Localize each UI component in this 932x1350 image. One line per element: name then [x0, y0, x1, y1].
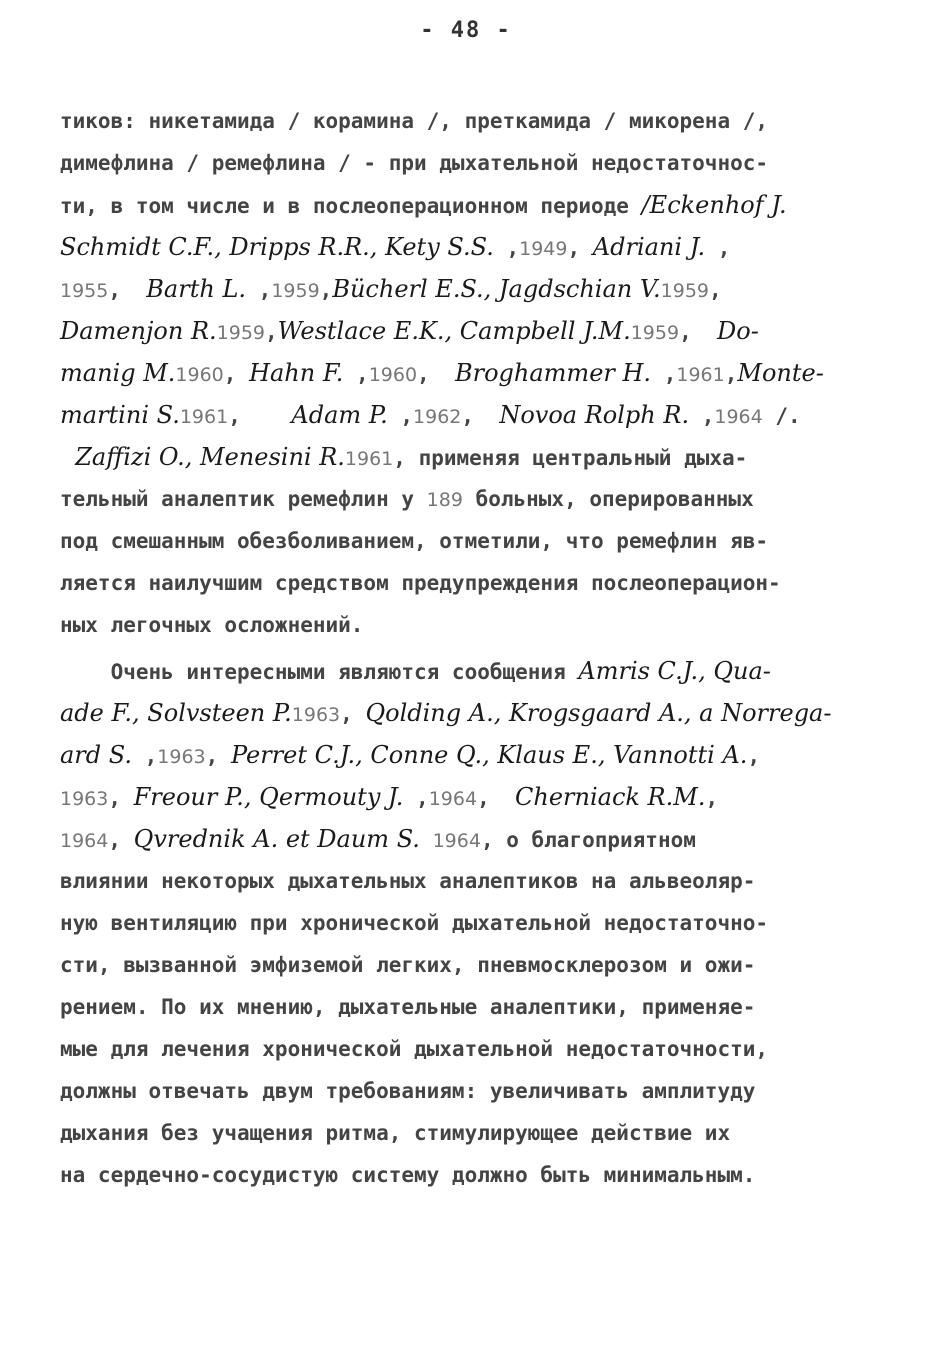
year-number: 1949	[519, 238, 568, 260]
year-number: 1959	[216, 322, 266, 344]
text-line	[60, 1119, 872, 1147]
text-line	[60, 1035, 872, 1063]
text-line	[60, 191, 872, 220]
typed-text: ти, в том числе и в послеоперационном периоде	[60, 194, 642, 218]
typed-text: ,	[705, 236, 731, 260]
typed-text: ,	[461, 404, 500, 428]
typed-text: должны отвечать двум требованиям: увеличивать амплитуду	[60, 1079, 756, 1103]
typed-text: ных легочных осложнений.	[60, 613, 364, 637]
typed-text: , о благоприятном	[480, 828, 696, 852]
handwritten-citation: Qvrednik A. et Daum S.	[133, 825, 420, 853]
text-line	[60, 867, 872, 895]
year-number: 1963	[291, 704, 341, 726]
typed-text: больных, оперированных	[462, 487, 754, 511]
typed-text: ,	[477, 786, 515, 810]
handwritten-citation: Perret C.J., Conne Q., Klaus E., Vannotti A.	[230, 741, 748, 769]
year-number: 1964	[428, 788, 478, 810]
text-line	[60, 149, 872, 177]
handwritten-citation: Freour P., Qermouty J.	[133, 783, 404, 811]
year-number: 1959	[630, 322, 680, 344]
handwritten-citation: Amris C.J., Qua-	[578, 657, 771, 685]
year-number: 1961	[344, 448, 394, 470]
typed-text: ,	[340, 702, 366, 726]
year-number: 1960	[368, 364, 418, 386]
year-number: 1960	[175, 364, 224, 386]
handwritten-citation: Adriani J.	[592, 233, 706, 261]
year-number: 1963	[60, 788, 109, 810]
typed-text: ,	[709, 278, 722, 302]
year-number: 189	[426, 489, 463, 511]
text-line	[60, 485, 872, 514]
text-line	[60, 741, 872, 771]
typed-text: влиянии некоторых дыхательных аналептиков на альвеоляр-	[60, 869, 756, 893]
typed-text: ,	[108, 786, 134, 810]
typed-text: Очень интересными являются сообщения	[60, 660, 579, 684]
year-number: 1959	[660, 280, 709, 302]
typed-text: рением. По их мнению, дыхательные аналептики, применяе-	[60, 995, 756, 1019]
typed-text: сти, вызванной эмфиземой легких, пневмосклерозом и ожи-	[60, 953, 756, 977]
year-number: 1964	[432, 830, 481, 852]
handwritten-citation: ard S.	[60, 741, 132, 769]
typed-text: ,	[567, 236, 593, 260]
typed-text: ,	[319, 278, 333, 302]
typed-text: дыхания без учащения ритма, стимулирующее действие их	[60, 1121, 731, 1145]
handwritten-citation: Damenjon R.	[60, 317, 217, 345]
handwritten-citation: Westlace E.K., Campbell J.M.	[277, 317, 631, 345]
text-line	[60, 443, 872, 473]
typed-text: ,	[343, 362, 369, 386]
year-number: 1962	[413, 406, 462, 428]
handwritten-citation: martini S.	[60, 401, 180, 429]
text-line	[60, 657, 872, 686]
year-number: 1955	[60, 280, 109, 302]
text-line	[60, 783, 872, 813]
typed-text: на сердечно-сосудистую систему должно быть минимальным.	[60, 1163, 756, 1187]
year-number: 1964	[714, 406, 763, 428]
typed-text: ,	[403, 786, 429, 810]
typed-text	[420, 828, 433, 852]
text-line	[60, 699, 872, 729]
typed-text: тиков: никетамида / корамина /, преткамида / микорена /,	[60, 109, 769, 133]
typed-text: ,	[705, 786, 719, 810]
typed-text: , применяя центральный дыха-	[393, 446, 748, 470]
typed-text: ,	[228, 404, 292, 428]
handwritten-citation: Do-	[717, 317, 759, 345]
handwritten-citation: Barth L.	[146, 275, 247, 303]
year-number: 1964	[60, 830, 109, 852]
handwritten-citation: Novoa Rolph R.	[499, 401, 690, 429]
typed-text: ,	[387, 404, 414, 428]
text-line	[60, 527, 872, 555]
typed-text: /.	[762, 404, 801, 428]
page-number: - 48 -	[420, 18, 512, 43]
text-line	[60, 317, 872, 347]
text-line	[60, 107, 872, 135]
handwritten-citation: /Eckenhof J.	[641, 191, 787, 219]
typed-text: ,	[689, 404, 715, 428]
year-number: 1959	[271, 280, 320, 302]
typed-text: ,	[108, 828, 134, 852]
typed-text: мые для лечения хронической дыхательной недостаточности,	[60, 1037, 769, 1061]
typed-text: под смешанным обезболиванием, отметили, что ремефлин яв-	[60, 529, 769, 553]
typed-text: ,	[132, 744, 158, 768]
text-line	[60, 825, 872, 855]
handwritten-citation: Zaffizi O., Menesini R.	[60, 443, 345, 471]
typed-text: тельный аналептик ремефлин у	[60, 487, 427, 511]
handwritten-citation: Adam P.	[291, 401, 388, 429]
handwritten-citation: Schmidt C.F., Dripps R.R., Kety S.S.	[60, 233, 494, 261]
typed-text: ,	[223, 362, 250, 386]
text-line	[60, 1161, 872, 1189]
year-number: 1963	[157, 746, 206, 768]
typed-text: ,	[679, 320, 717, 344]
typed-text: ,	[265, 320, 278, 344]
handwritten-citation: Qolding A., Krogsgaard A., a Norrega-	[365, 699, 832, 727]
handwritten-citation: ade F., Solvsteen P.	[60, 699, 292, 727]
typed-text: ,	[108, 278, 147, 302]
typed-text: ляется наилучшим средством предупреждения послеоперацион-	[60, 571, 781, 595]
typed-text: димефлина / ремефлина / - при дыхательной недостаточнос-	[60, 151, 769, 175]
text-line	[60, 401, 872, 431]
handwritten-citation: Hahn F.	[249, 359, 344, 387]
handwritten-citation: Monte-	[737, 359, 824, 387]
text-line	[60, 275, 872, 305]
typed-text: ,	[493, 236, 520, 260]
typed-text: ,	[651, 362, 677, 386]
handwritten-citation: Bücherl E.S., Jagdschian V.	[332, 275, 661, 303]
typed-text: ,	[724, 362, 738, 386]
year-number: 1961	[676, 364, 725, 386]
text-line	[60, 909, 872, 937]
text-line	[60, 1077, 872, 1105]
typed-text: ную вентиляцию при хронической дыхательной недостаточно-	[60, 911, 769, 935]
typed-text: ,	[417, 362, 455, 386]
text-line	[60, 993, 872, 1021]
year-number: 1961	[179, 406, 229, 428]
handwritten-citation: Broghammer H.	[454, 359, 652, 387]
text-line	[60, 569, 872, 597]
typed-text: ,	[747, 744, 761, 768]
typed-text: ,	[205, 744, 231, 768]
text-line	[60, 611, 872, 639]
handwritten-citation: manig M.	[60, 359, 176, 387]
handwritten-citation: Cherniack R.M.	[515, 783, 706, 811]
text-line	[60, 951, 872, 979]
typed-text: ,	[246, 278, 272, 302]
text-line	[60, 359, 872, 389]
text-line	[60, 233, 872, 263]
